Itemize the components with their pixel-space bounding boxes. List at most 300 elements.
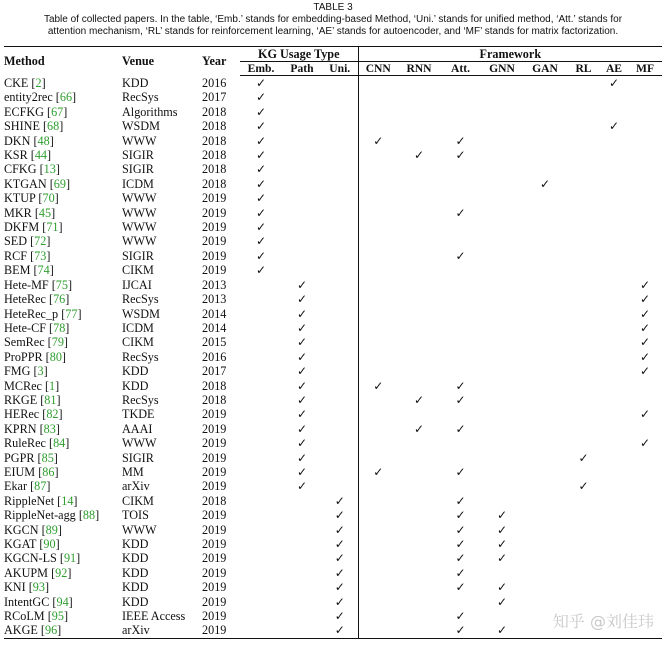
col-header-att: Att. — [440, 62, 481, 76]
cell-fw-gan — [523, 76, 567, 91]
cell-venue: KDD — [122, 580, 149, 595]
cell-fw-att — [440, 263, 481, 277]
table-row — [4, 76, 662, 91]
cell-venue: SIGIR — [122, 162, 154, 177]
cell-fw-ae — [600, 177, 628, 191]
table-row — [4, 551, 662, 565]
cell-kg-uni — [322, 479, 358, 493]
cell-fw-cnn — [358, 307, 398, 321]
cell-kg-uni — [322, 451, 358, 465]
cell-kg-emb — [240, 292, 282, 306]
check-mark: ✓ — [608, 76, 620, 90]
citation-ref[interactable]: 93 — [32, 580, 45, 595]
method-name: RippleNet — [4, 493, 55, 508]
method-name: Hete-MF — [4, 277, 49, 292]
citation-ref[interactable]: 67 — [51, 104, 64, 119]
cell-fw-gnn — [481, 220, 523, 234]
cell-fw-gnn — [481, 249, 523, 263]
cell-fw-gnn — [481, 393, 523, 407]
citation-ref[interactable]: 91 — [63, 551, 77, 566]
method-name: Hete-CF — [4, 320, 46, 335]
check-mark: ✓ — [373, 378, 384, 393]
check-mark: ✓ — [255, 220, 267, 235]
cell-year: 2019 — [202, 263, 227, 278]
check-mark: ✓ — [255, 148, 267, 163]
cell-fw-gnn — [481, 76, 523, 91]
citation-ref[interactable]: 44 — [34, 148, 48, 163]
citation-ref[interactable]: 95 — [51, 609, 64, 624]
cell-year: 2019 — [202, 220, 227, 235]
cell-kg-uni — [322, 393, 358, 407]
cell-fw-gan — [523, 105, 567, 119]
table-row — [4, 422, 662, 436]
cell-year: 2017 — [202, 364, 227, 379]
cell-kg-emb — [240, 537, 282, 551]
cell-fw-gan — [523, 177, 567, 191]
cell-fw-ae — [600, 321, 628, 335]
cell-method: MCRec [1] — [4, 378, 60, 393]
cell-fw-att — [440, 134, 481, 148]
cell-fw-rl — [567, 479, 600, 493]
cell-kg-uni — [322, 508, 358, 522]
cell-fw-ae — [600, 191, 628, 205]
cell-kg-emb — [240, 451, 282, 465]
cell-fw-cnn — [358, 292, 398, 306]
cell-fw-rl — [567, 523, 600, 537]
citation-ref[interactable]: 90 — [43, 537, 56, 551]
cell-method: ECFKG [67] — [4, 104, 68, 119]
cell-fw-rnn — [398, 609, 440, 623]
cell-fw-rnn — [398, 479, 440, 493]
table-row — [4, 292, 662, 306]
cell-kg-uni — [322, 379, 358, 393]
cell-venue: RecSys — [122, 392, 159, 407]
citation-ref[interactable]: 2 — [35, 75, 42, 90]
citation-ref[interactable]: 71 — [46, 220, 59, 235]
check-mark: ✓ — [296, 320, 308, 335]
cell-kg-path — [282, 278, 322, 292]
check-mark: ✓ — [296, 277, 308, 292]
cell-fw-rl — [567, 537, 600, 551]
method-name: HeteRec_p — [4, 306, 59, 321]
check-mark: ✓ — [455, 537, 466, 551]
cell-year: 2018 — [202, 133, 227, 148]
cell-fw-gnn — [481, 263, 523, 277]
citation-ref[interactable]: 81 — [44, 392, 57, 407]
papers-table — [4, 46, 662, 639]
citation-ref[interactable]: 75 — [55, 277, 68, 292]
cell-fw-gan — [523, 292, 567, 306]
cell-kg-path — [282, 76, 322, 91]
cell-kg-path — [282, 307, 322, 321]
cell-fw-ae — [600, 90, 628, 104]
cell-fw-gan — [523, 379, 567, 393]
cell-year: 2015 — [202, 335, 227, 350]
cell-kg-emb — [240, 321, 282, 335]
cell-kg-path — [282, 364, 322, 378]
group-header-kg-usage: KG Usage Type — [240, 47, 358, 62]
cell-method: SHINE [68] — [4, 119, 64, 134]
check-mark: ✓ — [334, 493, 345, 508]
table-row — [4, 278, 662, 292]
cell-fw-gnn — [481, 191, 523, 205]
citation-ref[interactable]: 79 — [51, 335, 64, 350]
citation-ref[interactable]: 48 — [37, 133, 50, 148]
cell-fw-cnn — [358, 580, 398, 594]
method-name: RippleNet-agg — [4, 508, 76, 523]
cell-fw-cnn — [358, 350, 398, 364]
citation-ref[interactable]: 87 — [34, 479, 47, 494]
cell-fw-att — [440, 162, 481, 176]
check-mark: ✓ — [455, 248, 466, 263]
cell-fw-mf — [628, 263, 662, 277]
citation-ref[interactable]: 3 — [37, 364, 44, 379]
table-row — [4, 407, 662, 421]
cell-fw-mf — [628, 292, 662, 306]
citation-ref[interactable]: 70 — [42, 191, 55, 206]
check-mark: ✓ — [496, 537, 508, 551]
check-mark: ✓ — [296, 436, 308, 451]
cell-kg-path — [282, 566, 322, 580]
citation-ref[interactable]: 1 — [49, 378, 56, 393]
citation-ref[interactable]: 78 — [53, 320, 66, 335]
cell-method: RippleNet-agg [88] — [4, 508, 100, 523]
cell-method: RuleRec [84] — [4, 436, 70, 451]
cell-fw-ae — [600, 220, 628, 234]
cell-kg-emb — [240, 436, 282, 450]
table-body — [4, 76, 662, 639]
cell-fw-rnn — [398, 191, 440, 205]
cell-fw-rnn — [398, 90, 440, 104]
method-name: KGCN-LS — [4, 551, 57, 566]
citation-ref[interactable]: 66 — [59, 90, 73, 105]
cell-fw-mf — [628, 566, 662, 580]
cell-year: 2019 — [202, 421, 227, 436]
citation-ref[interactable]: 45 — [38, 205, 52, 220]
cell-kg-path — [282, 206, 322, 220]
table-row — [4, 595, 662, 609]
cell-fw-cnn — [358, 206, 398, 220]
cell-fw-mf — [628, 148, 662, 162]
cell-fw-ae — [600, 407, 628, 421]
cell-fw-ae — [600, 119, 628, 133]
citation-ref[interactable]: 89 — [45, 522, 58, 537]
cell-kg-emb — [240, 335, 282, 349]
cell-kg-emb — [240, 350, 282, 364]
citation-ref[interactable]: 94 — [56, 594, 69, 609]
cell-venue: TKDE — [122, 407, 155, 422]
cell-venue: ICDM — [122, 320, 154, 335]
cell-venue: WWW — [122, 522, 157, 537]
cell-fw-rnn — [398, 307, 440, 321]
citation-ref[interactable]: 92 — [55, 565, 68, 580]
cell-year: 2018 — [202, 493, 227, 508]
check-mark: ✓ — [255, 263, 267, 278]
citation-ref[interactable]: 96 — [44, 623, 58, 638]
method-name: AKGE — [4, 623, 38, 638]
cell-year: 2018 — [202, 378, 227, 393]
citation-ref[interactable]: 76 — [53, 292, 66, 307]
citation-ref[interactable]: 86 — [42, 464, 55, 479]
cell-kg-uni — [322, 407, 358, 421]
cell-method: HeteRec_p [77] — [4, 306, 82, 321]
cell-fw-gan — [523, 234, 567, 248]
table-row — [4, 220, 662, 234]
table-row — [4, 508, 662, 522]
method-name: KSR — [4, 148, 28, 163]
citation-ref[interactable]: 82 — [46, 407, 59, 422]
check-mark: ✓ — [296, 335, 308, 350]
col-header-method: Method — [4, 47, 122, 76]
cell-kg-path — [282, 234, 322, 248]
citation-ref[interactable]: 68 — [47, 119, 60, 134]
cell-fw-gnn — [481, 177, 523, 191]
cell-year: 2014 — [202, 306, 227, 321]
cell-fw-gan — [523, 465, 567, 479]
cell-venue: arXiv — [122, 479, 150, 494]
cell-fw-rnn — [398, 364, 440, 378]
cell-fw-rnn — [398, 508, 440, 522]
citation-ref[interactable]: 72 — [34, 234, 47, 249]
cell-fw-rnn — [398, 335, 440, 349]
cell-year: 2018 — [202, 392, 227, 407]
cell-fw-rl — [567, 379, 600, 393]
method-name: CKE — [4, 75, 29, 90]
cell-fw-gan — [523, 321, 567, 335]
cell-kg-uni — [322, 609, 358, 623]
method-name: IntentGC — [4, 594, 50, 609]
cell-fw-gnn — [481, 234, 523, 248]
cell-fw-mf — [628, 523, 662, 537]
cell-fw-gnn — [481, 494, 523, 508]
cell-fw-rl — [567, 220, 600, 234]
cell-fw-gnn — [481, 364, 523, 378]
cell-fw-rnn — [398, 220, 440, 234]
col-header-rl: RL — [567, 62, 600, 76]
cell-fw-rl — [567, 321, 600, 335]
cell-year: 2019 — [202, 594, 227, 609]
check-mark: ✓ — [455, 565, 466, 580]
col-header-emb: Emb. — [240, 62, 282, 76]
citation-ref[interactable]: 73 — [34, 248, 47, 263]
cell-fw-rnn — [398, 263, 440, 277]
check-mark: ✓ — [640, 364, 651, 379]
cell-fw-gan — [523, 364, 567, 378]
cell-fw-gnn — [481, 465, 523, 479]
citation-ref[interactable]: 13 — [43, 162, 56, 177]
cell-fw-rnn — [398, 105, 440, 119]
citation-ref[interactable]: 77 — [65, 306, 78, 321]
cell-fw-att — [440, 479, 481, 493]
cell-venue: KDD — [122, 565, 149, 580]
citation-ref[interactable]: 84 — [53, 436, 66, 451]
check-mark: ✓ — [455, 551, 466, 566]
cell-kg-emb — [240, 566, 282, 580]
table-row — [4, 364, 662, 378]
cell-year: 2014 — [202, 320, 227, 335]
cell-fw-gnn — [481, 508, 523, 522]
cell-fw-rnn — [398, 537, 440, 551]
cell-kg-emb — [240, 119, 282, 133]
cell-kg-path — [282, 177, 322, 191]
cell-fw-cnn — [358, 321, 398, 335]
cell-fw-rnn — [398, 595, 440, 609]
method-name: FMG — [4, 364, 31, 379]
cell-kg-emb — [240, 307, 282, 321]
cell-fw-ae — [600, 436, 628, 450]
cell-kg-uni — [322, 364, 358, 378]
method-name: RCF — [4, 248, 28, 263]
cell-year: 2018 — [202, 104, 227, 119]
cell-fw-mf — [628, 436, 662, 450]
table-row — [4, 537, 662, 551]
cell-venue: KDD — [122, 364, 149, 379]
cell-fw-att — [440, 206, 481, 220]
cell-fw-gan — [523, 191, 567, 205]
method-name: EIUM — [4, 464, 36, 479]
check-mark: ✓ — [455, 580, 466, 595]
citation-ref[interactable]: 80 — [49, 349, 62, 364]
cell-venue: TOIS — [122, 508, 149, 523]
cell-method: PGPR [85] — [4, 450, 58, 465]
cell-fw-rl — [567, 465, 600, 479]
watermark: 知乎 @刘佳玮 — [552, 612, 654, 631]
cell-kg-emb — [240, 465, 282, 479]
check-mark: ✓ — [640, 407, 651, 422]
cell-venue: WWW — [122, 220, 157, 235]
cell-kg-uni — [322, 307, 358, 321]
table-row — [4, 105, 662, 119]
cell-kg-uni — [322, 551, 358, 565]
cell-kg-path — [282, 220, 322, 234]
cell-fw-ae — [600, 263, 628, 277]
cell-venue: KDD — [122, 594, 149, 609]
table-row — [4, 580, 662, 594]
check-mark: ✓ — [255, 119, 267, 134]
table-row — [4, 566, 662, 580]
cell-fw-cnn — [358, 422, 398, 436]
cell-year: 2018 — [202, 162, 227, 177]
cell-kg-emb — [240, 364, 282, 378]
cell-kg-emb — [240, 234, 282, 248]
cell-venue: IJCAI — [122, 277, 152, 292]
check-mark: ✓ — [296, 292, 308, 307]
cell-kg-emb — [240, 134, 282, 148]
cell-kg-uni — [322, 566, 358, 580]
cell-fw-cnn — [358, 335, 398, 349]
cell-kg-uni — [322, 234, 358, 248]
cell-fw-cnn — [358, 523, 398, 537]
check-mark: ✓ — [334, 508, 345, 523]
method-name: ECFKG — [4, 104, 44, 119]
cell-kg-emb — [240, 162, 282, 176]
table-row — [4, 177, 662, 191]
cell-venue: KDD — [122, 537, 149, 551]
cell-fw-cnn — [358, 148, 398, 162]
cell-venue: KDD — [122, 551, 149, 566]
col-header-ae: AE — [600, 62, 628, 76]
cell-fw-att — [440, 105, 481, 119]
cell-method: EIUM [86] — [4, 464, 59, 479]
citation-ref[interactable]: 14 — [61, 493, 74, 508]
table-row — [4, 479, 662, 493]
citation-ref[interactable]: 88 — [82, 508, 96, 523]
cell-kg-uni — [322, 105, 358, 119]
cell-fw-rnn — [398, 465, 440, 479]
cell-fw-ae — [600, 580, 628, 594]
cell-fw-cnn — [358, 494, 398, 508]
cell-fw-gnn — [481, 479, 523, 493]
col-header-venue: Venue — [122, 47, 202, 76]
citation-ref[interactable]: 69 — [53, 176, 66, 191]
cell-method: BEM [74] — [4, 263, 54, 278]
table-row — [4, 162, 662, 176]
cell-fw-gnn — [481, 148, 523, 162]
cell-kg-path — [282, 494, 322, 508]
cell-kg-path — [282, 191, 322, 205]
cell-kg-emb — [240, 105, 282, 119]
method-name: DKFM — [4, 220, 40, 235]
citation-ref[interactable]: 85 — [41, 450, 54, 465]
cell-venue: WSDM — [122, 119, 160, 134]
cell-method: Ekar [87] — [4, 479, 51, 494]
cell-fw-rnn — [398, 119, 440, 133]
col-header-gan: GAN — [523, 62, 567, 76]
cell-fw-att — [440, 393, 481, 407]
cell-fw-mf — [628, 278, 662, 292]
method-name: KPRN — [4, 421, 37, 436]
cell-fw-ae — [600, 350, 628, 364]
cell-kg-uni — [322, 537, 358, 551]
cell-kg-path — [282, 595, 322, 609]
cell-fw-rl — [567, 350, 600, 364]
cell-venue: AAAI — [122, 421, 153, 436]
method-name: KTUP — [4, 191, 36, 206]
cell-year: 2019 — [202, 551, 227, 566]
cell-method: AKUPM [92] — [4, 565, 72, 580]
cell-fw-mf — [628, 451, 662, 465]
table-row — [4, 393, 662, 407]
check-mark: ✓ — [255, 104, 267, 119]
cell-fw-cnn — [358, 278, 398, 292]
check-mark: ✓ — [496, 551, 508, 566]
check-mark: ✓ — [255, 162, 267, 177]
cell-kg-path — [282, 422, 322, 436]
cell-kg-path — [282, 162, 322, 176]
cell-fw-ae — [600, 451, 628, 465]
cell-kg-emb — [240, 508, 282, 522]
method-name: KGAT — [4, 537, 37, 551]
citation-ref[interactable]: 74 — [37, 263, 50, 278]
cell-fw-att — [440, 76, 481, 91]
cell-fw-cnn — [358, 465, 398, 479]
cell-fw-rl — [567, 422, 600, 436]
cell-fw-mf — [628, 134, 662, 148]
cell-venue: KDD — [122, 378, 149, 393]
cell-method: KGCN [89] — [4, 522, 62, 537]
cell-fw-rl — [567, 191, 600, 205]
table-caption — [0, 2, 666, 38]
cell-fw-rl — [567, 335, 600, 349]
cell-kg-path — [282, 105, 322, 119]
cell-fw-att — [440, 508, 481, 522]
cell-method: KTGAN [69] — [4, 176, 71, 191]
cell-kg-path — [282, 479, 322, 493]
citation-ref[interactable]: 83 — [43, 421, 56, 436]
check-mark: ✓ — [334, 623, 345, 638]
cell-fw-cnn — [358, 76, 398, 91]
cell-fw-att — [440, 307, 481, 321]
